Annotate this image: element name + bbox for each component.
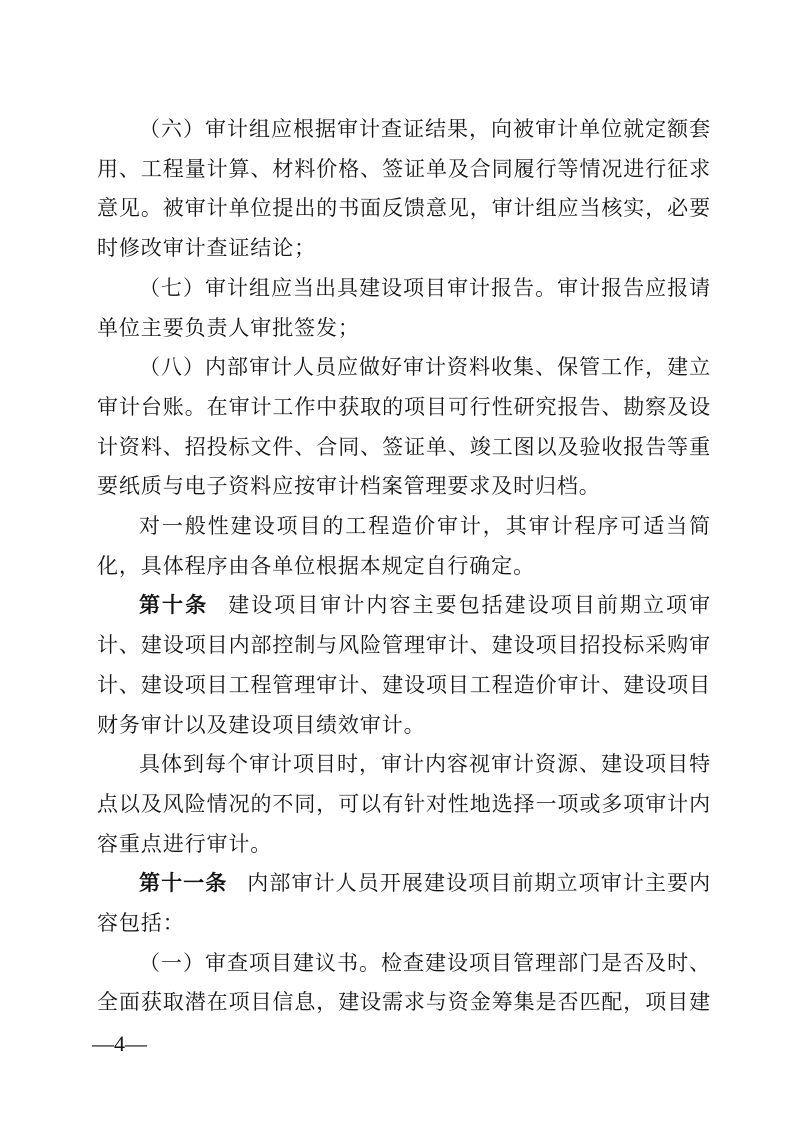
- paragraph-item-7: （七）审计组应当出具建设项目审计报告。审计报告应报请单位主要负责人审批签发；: [97, 275, 711, 340]
- article-11-text: 内部审计人员开展建设项目前期立项审计主要内容包括：: [97, 871, 711, 936]
- page-number: —4—: [92, 1031, 147, 1056]
- paragraph-audit-content-selection: 具体到每个审计项目时，审计内容视审计资源、建设项目特点以及风险情况的不同，可以有针对性地选择一项或多项审计内容重点进行审计。: [97, 752, 711, 856]
- article-11-number: 第十一条: [139, 871, 228, 896]
- page-content: [97, 110, 711, 1023]
- paragraph-item-1-project-proposal: （一）审查项目建议书。检查建设项目管理部门是否及时、全面获取潜在项目信息，建设需求与资金筹集是否匹配，项目建: [97, 950, 711, 1015]
- paragraph-item-8: （八）内部审计人员应做好审计资料收集、保管工作，建立审计台账。在审计工作中获取的项目可行性研究报告、勘察及设计资料、招投标文件、合同、签证单、竣工图以及验收报告等重要纸质与电子资料应按审计档案管理要求及时归档。: [97, 355, 711, 499]
- article-10-text: 建设项目审计内容主要包括建设项目前期立项审计、建设项目内部控制与风险管理审计、建设项目招投标采购审计、建设项目工程管理审计、建设项目工程造价审计、建设项目财务审计以及建设项目绩效审计。: [97, 593, 711, 737]
- paragraph-item-6: （六）审计组应根据审计查证结果，向被审计单位就定额套用、工程量计算、材料价格、签证单及合同履行等情况进行征求意见。被审计单位提出的书面反馈意见，审计组应当核实，必要时修改审计查证结论；: [97, 117, 711, 261]
- paragraph-simplified-procedure: 对一般性建设项目的工程造价审计，其审计程序可适当简化，具体程序由各单位根据本规定自行确定。: [97, 514, 711, 578]
- article-10-number: 第十条: [139, 593, 209, 618]
- paragraph-article-11: [97, 864, 711, 943]
- paragraph-article-10: [97, 586, 711, 745]
